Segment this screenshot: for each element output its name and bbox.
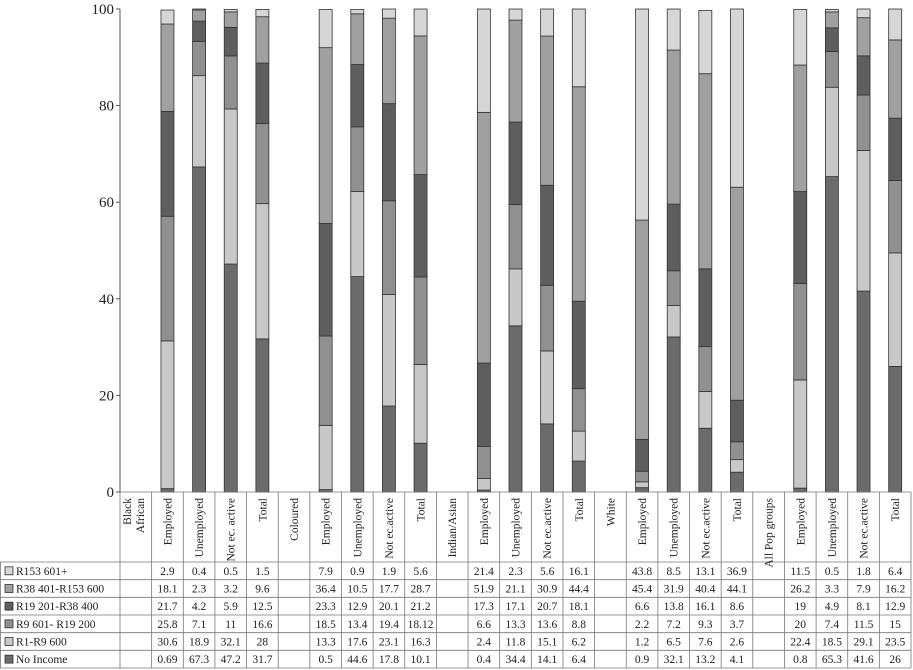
table-cell-value: 20.7	[537, 601, 558, 614]
table-cell-value: 2.9	[160, 565, 175, 578]
bar-segment	[667, 306, 680, 337]
category-label-line: Black	[121, 498, 134, 525]
category-label: Unemployed	[194, 498, 207, 558]
table-cell-value: 18.12	[407, 618, 434, 631]
bar-layer	[161, 9, 902, 492]
bar-segment	[699, 74, 712, 269]
bar-segment	[541, 36, 554, 185]
table-cell-value: 44.1	[726, 583, 748, 596]
bar-segment	[794, 9, 807, 65]
table-cell-value: 23.3	[315, 601, 336, 614]
table-cell-value: 13.1	[695, 565, 716, 578]
bar-segment	[414, 364, 427, 443]
table-cell-value: 7.2	[666, 618, 681, 631]
bar-segment	[477, 478, 490, 490]
bar-segment	[477, 9, 490, 112]
table-cell-value: 2.3	[508, 565, 523, 578]
bar-segment	[667, 337, 680, 492]
bar-segment	[857, 95, 870, 151]
bar-segment	[889, 253, 902, 367]
table-cell-value: 5.9	[223, 601, 238, 614]
bar-segment	[889, 40, 902, 118]
bar-segment	[509, 205, 522, 269]
bar-segment	[794, 65, 807, 192]
table-cell-value: 18.1	[568, 601, 589, 614]
table-cell-value: 8.6	[729, 601, 745, 614]
table-cell-value: 3.2	[223, 583, 238, 596]
table-cell-value: 8.5	[666, 565, 681, 578]
table-cell-value: 0.8	[793, 654, 808, 667]
table-cell-value: 13.4	[347, 618, 368, 631]
bar-segment	[509, 326, 522, 492]
bar-segment	[224, 12, 237, 27]
table-cell-value: 43.8	[631, 565, 653, 578]
bar-segment	[730, 442, 743, 460]
bar-segment	[667, 9, 680, 50]
bar-segment	[509, 269, 522, 326]
table-cell-value: 5.6	[413, 565, 428, 578]
bar-segment	[730, 460, 743, 473]
table-cell-value: 18.9	[189, 636, 210, 649]
table-cell-value: 9.3	[698, 618, 713, 631]
table-cell-value: 7.1	[191, 618, 207, 631]
bar-segment	[509, 9, 522, 20]
table-cell-value: 8.1	[856, 601, 871, 614]
table-cell-value: 8.8	[571, 618, 586, 631]
category-label: Employed	[162, 498, 175, 546]
bar-segment	[730, 187, 743, 400]
table-cell-value: 11.8	[505, 636, 526, 649]
table-cell-value: 7.4	[824, 618, 840, 631]
bar-segment	[636, 9, 649, 220]
bar-segment	[161, 341, 174, 489]
table-cell-value: 36.4	[315, 583, 336, 596]
category-label: All Pop groups	[763, 498, 776, 568]
bar-segment	[572, 87, 585, 301]
bar-segment	[224, 109, 237, 264]
table-cell-value: 2.6	[729, 636, 745, 649]
bar-segment	[382, 294, 395, 406]
table-cell-value: 23.5	[885, 636, 906, 649]
table-cell-value: 32.1	[220, 636, 241, 649]
category-label: Unemployed	[510, 498, 523, 558]
table-cell-value: 40.4	[695, 583, 716, 596]
bar-segment	[541, 285, 554, 351]
table-cell-value: 21.1	[505, 583, 526, 596]
bar-segment	[161, 489, 174, 492]
bar-segment	[572, 461, 585, 492]
bar-segment	[351, 9, 364, 13]
table-cell-value: 17.8	[378, 654, 400, 667]
bar-segment	[319, 223, 332, 336]
bar-segment	[256, 17, 269, 63]
table-cell-value: 21.7	[157, 601, 178, 614]
bar-segment	[636, 482, 649, 488]
bar-segment	[224, 264, 237, 492]
bar-segment	[572, 431, 585, 461]
legend-swatch	[5, 567, 13, 575]
category-label: Unemployed	[668, 498, 681, 558]
table-cell-value: 11	[225, 618, 237, 631]
bar-segment	[319, 425, 332, 489]
table-cell-value: 7.9	[856, 583, 871, 596]
bar-segment	[699, 428, 712, 492]
bar-segment	[477, 112, 490, 363]
table-cell-value: 7.6	[698, 636, 713, 649]
bar-segment	[351, 127, 364, 192]
bar-segment	[161, 24, 174, 111]
table-cell-value: 0.5	[318, 654, 333, 667]
category-label: White	[605, 498, 618, 527]
bar-segment	[794, 380, 807, 488]
bar-segment	[161, 111, 174, 216]
bar-segment	[256, 339, 269, 492]
bar-segment	[636, 439, 649, 471]
table-cell-value: 0.4	[476, 654, 492, 667]
category-label-line: African	[134, 498, 147, 534]
category-label: Not ec.active	[700, 498, 713, 559]
table-cell-value: 17.6	[347, 636, 368, 649]
table-cell-value: 26.2	[790, 583, 811, 596]
bar-segment	[889, 366, 902, 492]
bar-segment	[224, 56, 237, 109]
category-label: Unemployed	[352, 498, 365, 558]
bar-segment	[825, 52, 838, 88]
legend-swatch	[5, 638, 13, 646]
bar-segment	[414, 36, 427, 175]
bar-segment	[572, 9, 585, 87]
bar-segment	[382, 104, 395, 201]
bar-segment	[193, 76, 206, 167]
category-label: Coloured	[289, 498, 302, 541]
bar-segment	[414, 277, 427, 365]
bar-segment	[256, 123, 269, 203]
bar-segment	[825, 12, 838, 28]
bar-segment	[414, 443, 427, 492]
bar-segment	[256, 204, 269, 339]
bar-segment	[319, 9, 332, 47]
table-cell-value: 6.4	[887, 565, 903, 578]
bar-segment	[193, 9, 206, 10]
table-cell-value: 13.3	[505, 618, 526, 631]
legend-swatch	[5, 602, 13, 610]
bar-segment	[699, 269, 712, 347]
bar-segment	[477, 363, 490, 447]
table-cell-value: 6.2	[571, 636, 586, 649]
table-cell-value: 47.2	[220, 654, 241, 667]
legend-label: R153 601+	[16, 565, 68, 578]
bar-segment	[730, 400, 743, 442]
bar-segment	[857, 151, 870, 292]
bar-segment	[857, 18, 870, 56]
table-cell-value: 14.1	[537, 654, 558, 667]
category-label: Not ec.active	[383, 498, 396, 559]
bar-segment	[509, 122, 522, 205]
table-cell-value: 31.9	[663, 583, 684, 596]
table-cell-value: 1.5	[255, 565, 270, 578]
category-label: Indian/Asian	[447, 498, 460, 558]
table-cell-value: 0.4	[191, 565, 207, 578]
bar-segment	[730, 472, 743, 492]
category-label: Not ec.active	[858, 498, 871, 559]
bar-segment	[825, 28, 838, 52]
table-cell-value: 30.9	[537, 583, 558, 596]
bar-segment	[889, 118, 902, 180]
table-cell-value: 44.6	[347, 654, 368, 667]
y-tick-label: 40	[99, 291, 114, 308]
table-cell-value: 65.3	[821, 654, 842, 667]
bar-segment	[351, 14, 364, 65]
legend-label: R19 201-R38 400	[16, 601, 99, 614]
table-cell-value: 16.1	[695, 601, 716, 614]
table-cell-value: 10.1	[410, 654, 431, 667]
legend-swatch	[5, 655, 13, 663]
bar-segment	[541, 9, 554, 36]
bar-segment	[509, 20, 522, 122]
bar-segment	[794, 488, 807, 492]
y-tick-label: 20	[99, 388, 114, 405]
table-cell-value: 11.5	[790, 565, 811, 578]
table-cell-value: 20.1	[378, 601, 400, 614]
table-cell-value: 6.6	[476, 618, 492, 631]
legend-label: No Income	[16, 654, 68, 667]
category-label: Employed	[478, 498, 491, 546]
category-label: Unemployed	[826, 498, 839, 558]
bar-segment	[256, 9, 269, 16]
category-label: Total	[731, 498, 744, 522]
bar-segment	[319, 48, 332, 224]
bar-segment	[541, 424, 554, 492]
table-cell-value: 20	[794, 618, 807, 631]
bar-segment	[161, 216, 174, 341]
table-cell-value: 6.4	[571, 654, 586, 667]
table-cell-value: 13.6	[537, 618, 558, 631]
table-cell-value: 31.7	[252, 654, 273, 667]
bar-segment	[825, 87, 838, 176]
bar-segment	[351, 192, 364, 277]
bar-segment	[193, 21, 206, 41]
table-cell-value: 28.7	[410, 583, 431, 596]
table-cell-value: 51.9	[473, 583, 494, 596]
table-cell-value: 0.9	[350, 565, 365, 578]
bar-segment	[193, 167, 206, 492]
bar-segment	[541, 185, 554, 285]
table-cell-value: 0.5	[223, 565, 238, 578]
bar-segment	[541, 351, 554, 424]
table-cell-value: 45.4	[631, 583, 653, 596]
table-cell-value: 16.6	[252, 618, 273, 631]
table-cell-value: 34.4	[505, 654, 526, 667]
table-cell-value: 2.4	[476, 636, 492, 649]
axis-layer	[92, 2, 121, 501]
category-label: Total	[890, 498, 903, 522]
legend-swatch	[5, 620, 13, 628]
table-cell-value: 9.6	[255, 583, 270, 596]
category-label: Not ec.active	[542, 498, 555, 559]
table-cell-value: 5.6	[539, 565, 555, 578]
legend-label: R1-R9 600	[16, 636, 67, 649]
table-cell-value: 15	[889, 618, 901, 631]
y-tick-label: 60	[99, 195, 114, 212]
table-cell-value: 30.6	[157, 636, 178, 649]
bar-segment	[414, 9, 427, 36]
bar-segment	[667, 50, 680, 204]
table-cell-value: 23.1	[378, 636, 400, 649]
category-label: Total	[257, 498, 270, 522]
bar-segment	[161, 10, 174, 24]
category-label: Not ec. active	[225, 498, 238, 562]
table-cell-value: 2.2	[634, 618, 650, 631]
bar-segment	[699, 10, 712, 73]
table-cell-value: 26	[889, 654, 901, 667]
table-cell-value: 44.4	[568, 583, 589, 596]
table-cell-value: 3.3	[824, 583, 840, 596]
bar-segment	[319, 336, 332, 425]
bar-segment	[889, 180, 902, 252]
bar-segment	[636, 471, 649, 482]
bar-segment	[351, 65, 364, 127]
category-label: Total	[573, 498, 586, 522]
y-tick-label: 100	[91, 2, 114, 18]
legend-swatch	[5, 585, 13, 593]
y-tick-label: 0	[106, 485, 114, 501]
table-cell-value: 16.2	[885, 583, 906, 596]
table-cell-value: 0.9	[634, 654, 650, 667]
bar-segment	[224, 9, 237, 11]
table-cell-value: 36.9	[726, 565, 748, 578]
table-cell-value: 21.4	[473, 565, 494, 578]
table-cell-value: 6.6	[634, 601, 650, 614]
category-label: Employed	[795, 498, 808, 546]
table-cell-value: 17.3	[473, 601, 494, 614]
bar-segment	[382, 9, 395, 18]
bar-segment	[889, 9, 902, 40]
table-cell-value: 0.5	[824, 565, 840, 578]
bar-segment	[857, 9, 870, 18]
table-cell-value: 3.7	[729, 618, 745, 631]
table-cell-value: 17.1	[505, 601, 526, 614]
table-cell-value: 12.9	[885, 601, 906, 614]
category-label: Total	[415, 498, 428, 522]
table-cell-value: 0.69	[157, 654, 178, 667]
table-cell-value: 1.9	[381, 565, 397, 578]
bar-segment	[636, 220, 649, 439]
table-cell-value: 2.3	[191, 583, 207, 596]
table-cell-value: 41.6	[853, 654, 874, 667]
bar-segment	[224, 27, 237, 55]
table-cell-value: 16.3	[410, 636, 431, 649]
table-cell-value: 15.1	[537, 636, 558, 649]
table-cell-value: 28	[256, 636, 269, 649]
table-cell-value: 1.8	[856, 565, 871, 578]
bar-segment	[636, 488, 649, 492]
bar-segment	[382, 18, 395, 103]
bar-segment	[699, 347, 712, 392]
table-cell-value: 18.1	[157, 583, 178, 596]
category-label: Employed	[320, 498, 333, 546]
bar-segment	[382, 406, 395, 492]
table-cell-value: 16.1	[568, 565, 589, 578]
bar-segment	[193, 10, 206, 21]
table-cell-value: 18.5	[315, 618, 336, 631]
table-cell-value: 13.2	[695, 654, 716, 667]
table-cell-value: 32.1	[663, 654, 684, 667]
table-cell-value: 10.5	[347, 583, 368, 596]
category-label	[122, 498, 147, 533]
table-cell-value: 18.5	[821, 636, 842, 649]
category-label: Employed	[637, 498, 650, 546]
table-cell-value: 11.5	[853, 618, 874, 631]
bar-segment	[351, 277, 364, 492]
data-table	[0, 492, 911, 668]
bar-segment	[572, 301, 585, 388]
table-cell-value: 25.8	[157, 618, 178, 631]
legend-label: R38 401-R153 600	[16, 583, 105, 596]
table-cell-value: 6.5	[666, 636, 681, 649]
bar-segment	[699, 392, 712, 429]
table-cell-value: 13.8	[663, 601, 684, 614]
table-cell-value: 4.9	[824, 601, 840, 614]
bar-segment	[572, 389, 585, 432]
table-cell-value: 12.9	[347, 601, 368, 614]
bar-segment	[193, 41, 206, 75]
table-cell-value: 12.5	[252, 601, 273, 614]
bar-segment	[256, 63, 269, 123]
table-cell-value: 19.4	[378, 618, 400, 631]
bar-segment	[794, 283, 807, 380]
bar-segment	[794, 192, 807, 284]
bar-segment	[825, 9, 838, 11]
y-tick-label: 80	[99, 98, 114, 115]
table-cell-value: 22.4	[790, 636, 811, 649]
legend-label: R9 601- R19 200	[16, 618, 96, 631]
bar-segment	[857, 291, 870, 492]
table-cell-value: 4.2	[191, 601, 207, 614]
table-cell-value: 7.9	[318, 565, 333, 578]
bar-segment	[730, 9, 743, 187]
table-cell-value: 19	[794, 601, 807, 614]
bar-segment	[414, 175, 427, 277]
bar-segment	[825, 177, 838, 492]
bar-segment	[667, 204, 680, 271]
table-cell-value: 29.1	[853, 636, 874, 649]
table-cell-value: 21.2	[410, 601, 431, 614]
table-cell-value: 13.3	[315, 636, 336, 649]
bar-segment	[667, 271, 680, 306]
table-cell-value: 4.1	[729, 654, 745, 667]
bar-segment	[857, 56, 870, 95]
bar-segment	[477, 447, 490, 479]
table-cell-value: 17.7	[378, 583, 400, 596]
table-cell-value: 67.3	[189, 654, 210, 667]
bar-segment	[382, 201, 395, 295]
table-cell-value: 1.2	[634, 636, 650, 649]
